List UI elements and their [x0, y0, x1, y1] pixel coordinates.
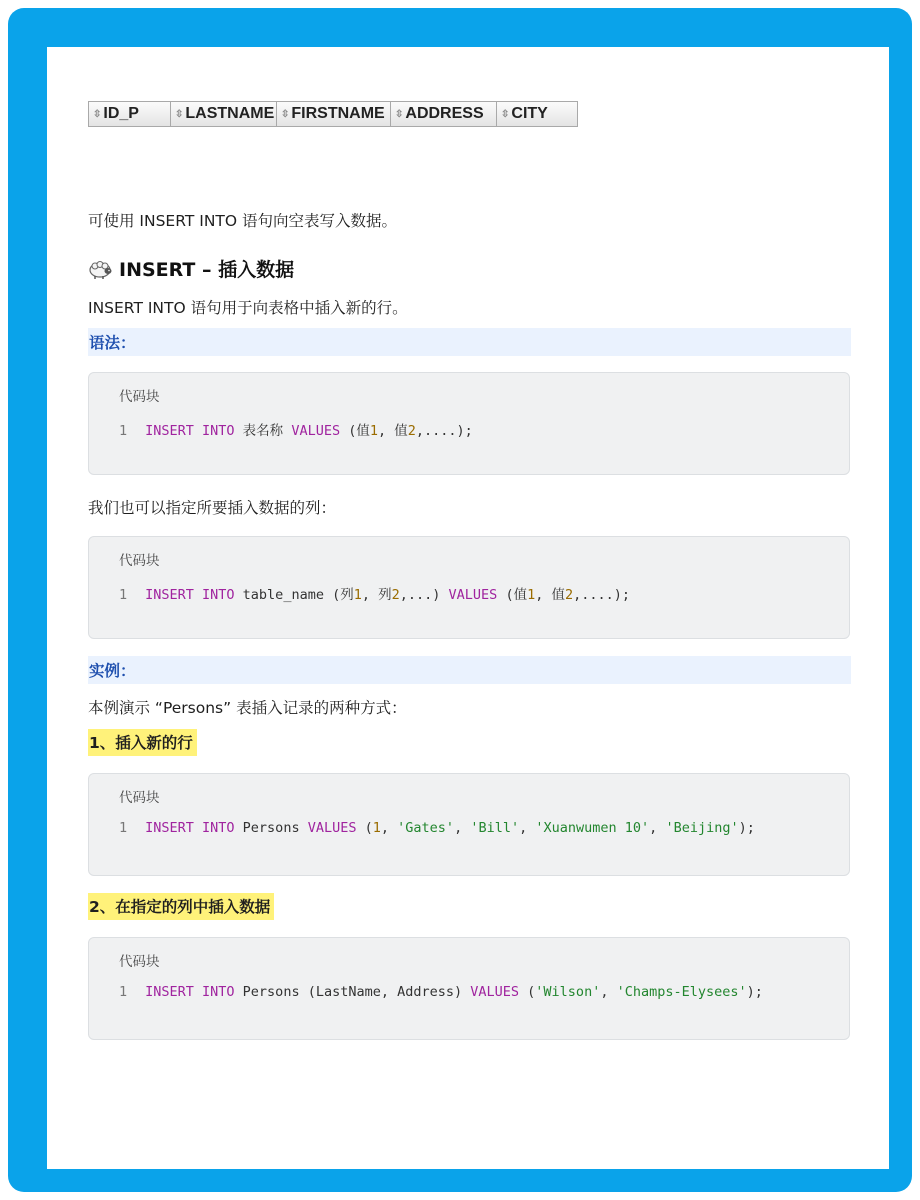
code-token: 2 [565, 587, 574, 603]
syntax-label: 语法： [88, 328, 851, 356]
table-column-header [88, 101, 578, 127]
code-line [119, 583, 630, 603]
code-token: (值 [497, 587, 528, 603]
code-token: INSERT INTO [145, 984, 235, 1000]
document-page [47, 47, 889, 1169]
code-token: , 值 [535, 587, 565, 603]
code-block [88, 937, 850, 1040]
line-number: 1 [119, 984, 128, 1000]
case2-title: 2、在指定的列中插入数据 [88, 893, 274, 920]
code-token: , 列 [361, 587, 392, 603]
code-token: VALUES [291, 423, 341, 439]
example-intro: 本例演示 “Persons” 表插入记录的两种方式： [88, 699, 407, 717]
code-token: ( [356, 820, 373, 836]
sort-icon[interactable]: ⇳ [175, 108, 183, 120]
column-header-city[interactable] [497, 102, 577, 126]
column-header-id-p[interactable] [89, 102, 171, 126]
code-line [119, 820, 755, 836]
line-number: 1 [119, 820, 128, 836]
code-token: , [649, 820, 666, 836]
code-token: , [454, 820, 471, 836]
code-token: Persons (LastName, Address) [234, 984, 471, 1000]
column-label: FIRSTNAME [291, 105, 385, 122]
code-token: 2 [407, 423, 416, 439]
code-token: 'Champs-Elysees' [616, 984, 747, 1000]
case1-title: 1、插入新的行 [88, 729, 197, 756]
code-line [119, 984, 763, 1000]
columns-intro: 我们也可以指定所要插入数据的列： [88, 499, 337, 517]
code-token: 'Bill' [470, 820, 520, 836]
blue-frame [8, 8, 912, 1192]
code-token: 1 [527, 587, 536, 603]
code-token: 1 [372, 820, 381, 836]
code-token: ( [519, 984, 536, 1000]
code-token: ,...) [399, 587, 449, 603]
sort-icon[interactable]: ⇳ [501, 108, 509, 120]
column-label: CITY [511, 105, 548, 122]
code-block [88, 536, 850, 639]
column-label: ADDRESS [405, 105, 484, 122]
sheep-icon [87, 258, 113, 280]
code-token: INSERT INTO [145, 587, 235, 603]
code-token: 1 [353, 587, 362, 603]
code-token: INSERT INTO [145, 820, 235, 836]
sort-icon[interactable]: ⇳ [281, 108, 289, 120]
code-block [88, 372, 850, 475]
line-number: 1 [119, 587, 128, 603]
code-token: ,....); [415, 423, 473, 439]
column-header-lastname[interactable] [171, 102, 277, 126]
code-token: (值 [340, 423, 370, 439]
code-token: , 值 [378, 423, 408, 439]
column-header-address[interactable] [391, 102, 497, 126]
column-label: ID_P [103, 105, 139, 122]
code-token: table_name (列 [234, 587, 354, 603]
code-token: Persons [234, 820, 308, 836]
example-label: 实例： [88, 656, 851, 684]
code-token: VALUES [470, 984, 520, 1000]
code-token: 'Gates' [397, 820, 455, 836]
sort-icon[interactable]: ⇳ [93, 108, 101, 120]
code-token: , [600, 984, 617, 1000]
intro-paragraph: 可使用 INSERT INTO 语句向空表写入数据。 [88, 212, 398, 230]
code-token: , [519, 820, 536, 836]
column-label: LASTNAME [185, 105, 275, 122]
code-block-title: 代码块 [119, 553, 160, 569]
code-token: ); [738, 820, 755, 836]
section-heading [87, 255, 294, 282]
code-block-title: 代码块 [119, 954, 160, 970]
code-block-title: 代码块 [119, 790, 160, 806]
column-header-firstname[interactable] [277, 102, 391, 126]
code-token: INSERT INTO [145, 423, 235, 439]
section-title: INSERT – 插入数据 [119, 259, 295, 281]
code-token: ); [746, 984, 763, 1000]
code-block-title: 代码块 [119, 389, 160, 405]
code-token: ,....); [573, 587, 631, 603]
section-description: INSERT INTO 语句用于向表格中插入新的行。 [88, 299, 408, 317]
code-token: 'Xuanwumen 10' [535, 820, 650, 836]
code-token: 表名称 [234, 423, 292, 439]
code-token: 2 [391, 587, 400, 603]
code-token: , [380, 820, 398, 836]
code-token: 'Wilson' [535, 984, 601, 1000]
line-number: 1 [119, 423, 128, 439]
code-token: 1 [369, 423, 378, 439]
code-token: VALUES [307, 820, 357, 836]
code-token: 'Beijing' [665, 820, 739, 836]
code-block [88, 773, 850, 876]
sort-icon[interactable]: ⇳ [395, 108, 403, 120]
code-token: VALUES [448, 587, 498, 603]
code-line [119, 419, 473, 439]
